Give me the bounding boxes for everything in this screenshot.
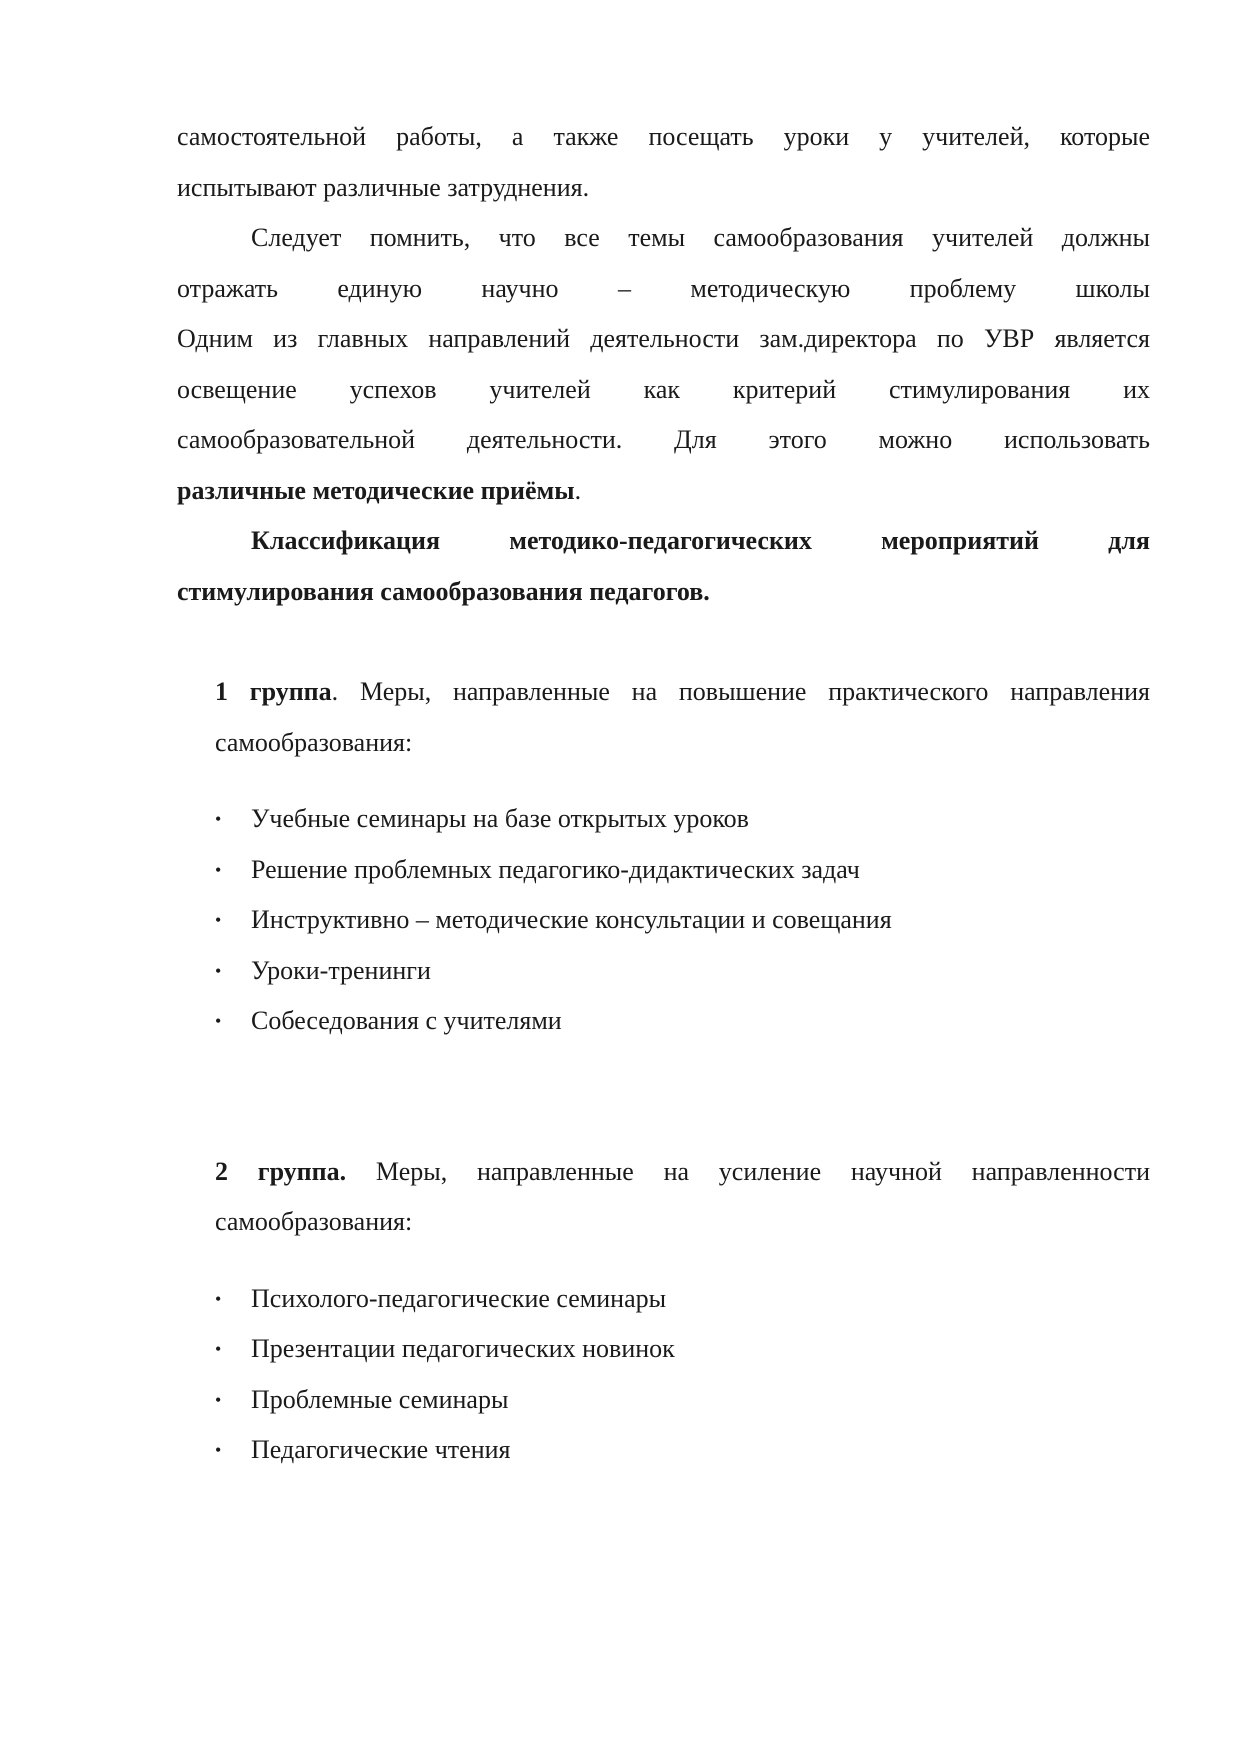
paragraph-2-line-5: самообразовательной деятельности. Для этого можно использовать bbox=[177, 425, 1150, 454]
bullet-icon: • bbox=[215, 1440, 222, 1460]
group-1-text: . Меры, направленные на повышение практического направления самообразования: bbox=[215, 677, 1150, 757]
paragraph-2-line-2: отражать единую научно – методическую проблему школы bbox=[177, 273, 1150, 303]
document-page bbox=[177, 112, 1150, 1476]
group-2-list bbox=[215, 1274, 1150, 1476]
bullet-icon: • bbox=[215, 809, 222, 829]
paragraph-2-period: . bbox=[574, 475, 582, 505]
paragraph-2-line-4: освещение успехов учителей как критерий стимулирования их bbox=[177, 374, 1150, 404]
group-2-intro bbox=[215, 1147, 1150, 1248]
group-2-text: Меры, направленные на усиление научной направленности самообразования: bbox=[215, 1156, 1150, 1236]
bullet-icon: • bbox=[215, 859, 222, 880]
paragraph-2 bbox=[177, 213, 1150, 516]
group-1-label: 1 группа bbox=[215, 677, 332, 706]
paragraph-2-line-6 bbox=[177, 466, 1150, 517]
list-item-text: Психолого-педагогические семинары bbox=[251, 1283, 667, 1313]
bullet-icon: • bbox=[215, 1011, 222, 1031]
list-item-text: Учебные семинары на базе открытых уроков bbox=[251, 804, 749, 833]
bullet-icon: • bbox=[215, 960, 222, 981]
paragraph-1-line-1: самостоятельной работы, а также посещать уроки у учителей, которые bbox=[177, 122, 1150, 151]
list-item bbox=[215, 996, 1150, 1047]
list-item bbox=[215, 1425, 1150, 1476]
list-item bbox=[215, 946, 1150, 997]
list-item bbox=[215, 794, 1150, 845]
bullet-icon: • bbox=[215, 1389, 222, 1410]
list-item bbox=[215, 1274, 1150, 1325]
list-item-text: Презентации педагогических новинок bbox=[251, 1334, 675, 1363]
list-item-text: Решение проблемных педагогико-дидактических задач bbox=[251, 854, 860, 884]
paragraph-1 bbox=[177, 112, 1150, 213]
list-item-text: Проблемные семинары bbox=[251, 1384, 509, 1414]
heading-line-1: Классификация методико-педагогических мероприятий для bbox=[251, 526, 1150, 555]
list-item-text: Педагогические чтения bbox=[251, 1435, 511, 1464]
paragraph-2-line-3: Одним из главных направлений деятельности зам.директора по УВР является bbox=[177, 324, 1150, 353]
heading-line-2: стимулирования самообразования педагогов. bbox=[177, 576, 710, 606]
list-item-text: Собеседования с учителями bbox=[251, 1006, 562, 1035]
group-1-list bbox=[215, 794, 1150, 1047]
list-item bbox=[215, 845, 1150, 896]
bullet-icon: • bbox=[215, 1288, 222, 1309]
paragraph-2-line-1: Следует помнить, что все темы самообразования учителей должны bbox=[251, 223, 1150, 252]
bullet-icon: • bbox=[215, 1339, 222, 1359]
group-1-intro bbox=[215, 667, 1150, 768]
list-item-text: Уроки-тренинги bbox=[251, 955, 431, 985]
list-item-text: Инструктивно – методические консультации и совещания bbox=[251, 905, 892, 934]
bullet-icon: • bbox=[215, 910, 222, 930]
group-2-label: 2 группа. bbox=[215, 1156, 347, 1186]
classification-heading bbox=[177, 516, 1150, 617]
list-item bbox=[215, 1375, 1150, 1426]
methods-emphasis: различные методические приёмы bbox=[177, 475, 575, 505]
list-item bbox=[215, 895, 1150, 946]
list-item bbox=[215, 1324, 1150, 1375]
paragraph-1-line-2: испытывают различные затруднения. bbox=[177, 172, 590, 202]
